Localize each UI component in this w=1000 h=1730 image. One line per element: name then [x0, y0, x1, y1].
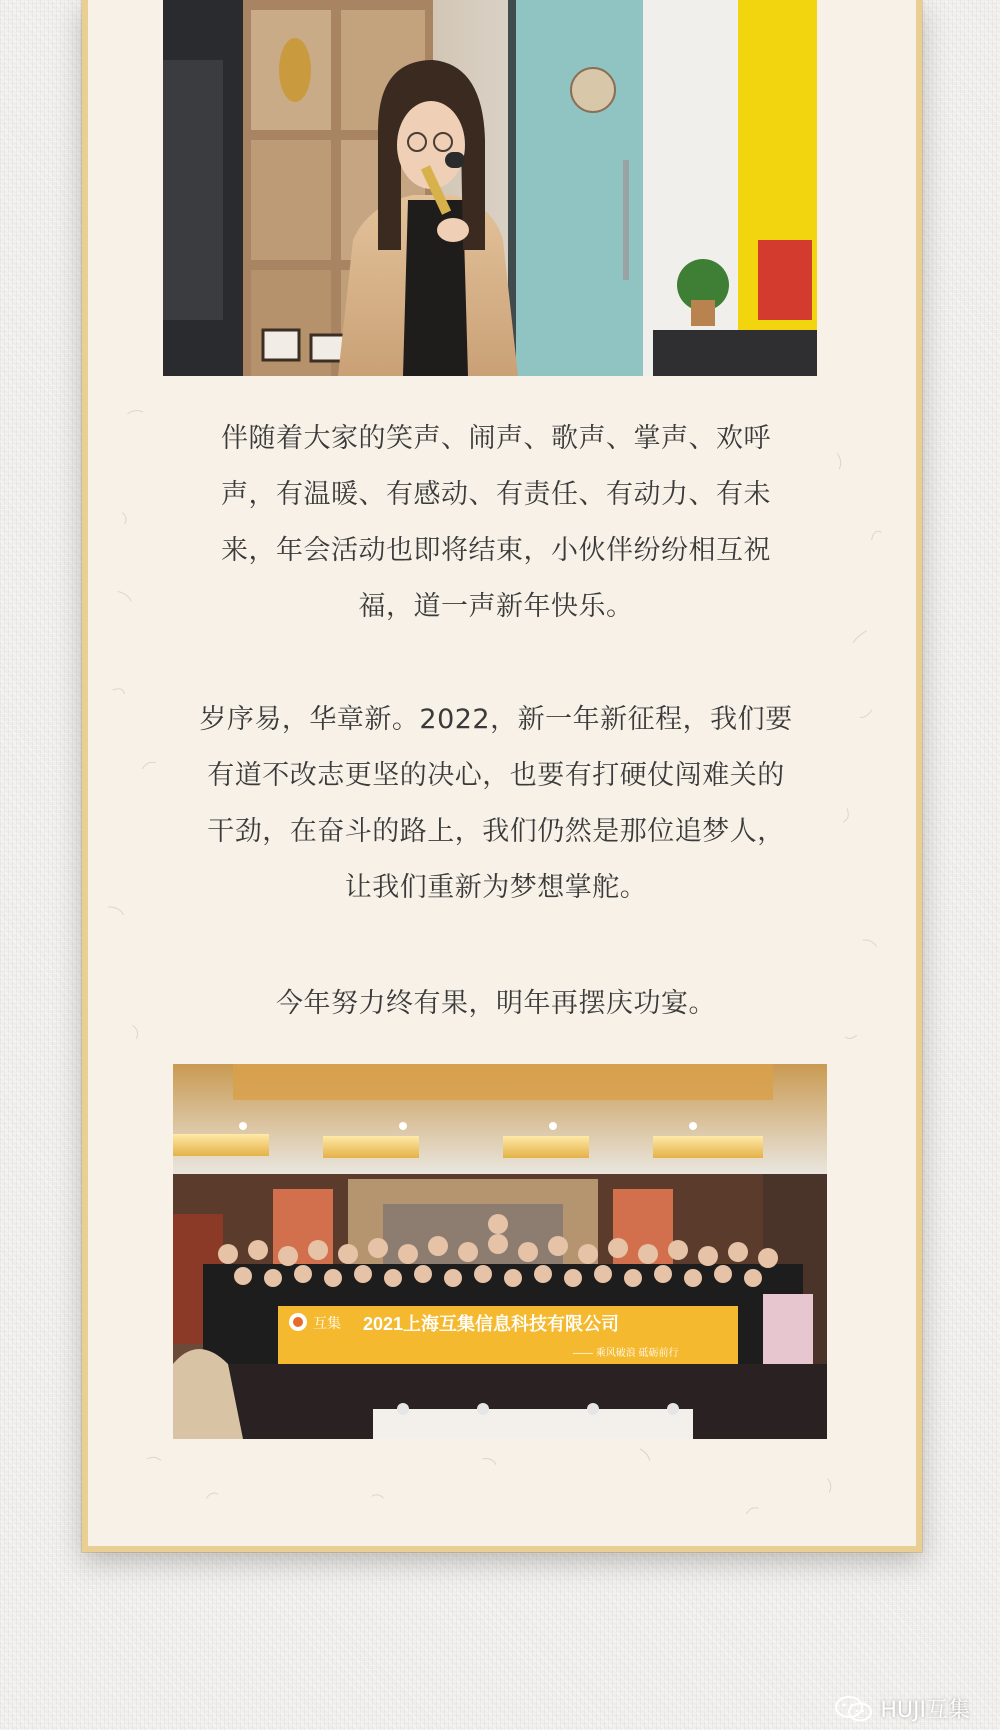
paragraph-line: 让我们重新为梦想掌舵。 [344, 872, 648, 903]
paragraph-line: 来，年会活动也即将结束，小伙伴纷纷相互祝 [221, 535, 771, 566]
banner-title: 2021上海互集信息科技有限公司 [363, 1314, 620, 1334]
banner-logo-text: 互集 [313, 1315, 341, 1331]
paragraph-line: 福，道一声新年快乐。 [358, 591, 634, 622]
group-photo [173, 1064, 827, 1439]
paragraph-line: 声，有温暖、有感动、有责任、有动力、有未 [221, 479, 771, 510]
paragraph-line: 岁序易，华章新。2022，新一年新征程，我们要 [199, 704, 793, 735]
motto-paragraph [158, 976, 834, 1032]
account-watermark [834, 1693, 970, 1724]
banner-slogan: —— 乘风破浪 砥砺前行 [573, 1348, 679, 1359]
paragraph-line: 今年努力终有果，明年再摆庆功宴。 [276, 988, 716, 1019]
wechat-icon [834, 1695, 874, 1723]
paragraph-line: 有道不改志更坚的决心，也要有打硬仗闯难关的 [207, 760, 785, 791]
watermark-label: HUJI互集 [880, 1698, 970, 1723]
paragraph-line: 伴随着大家的笑声、闹声、歌声、掌声、欢呼 [221, 423, 771, 454]
closing-paragraph [158, 411, 834, 635]
new-year-paragraph [158, 692, 834, 916]
event-photo-speaker [163, 0, 817, 376]
paragraph-line: 干劲，在奋斗的路上，我们仍然是那位追梦人， [207, 816, 785, 847]
article-scroll-panel [82, 0, 922, 1552]
